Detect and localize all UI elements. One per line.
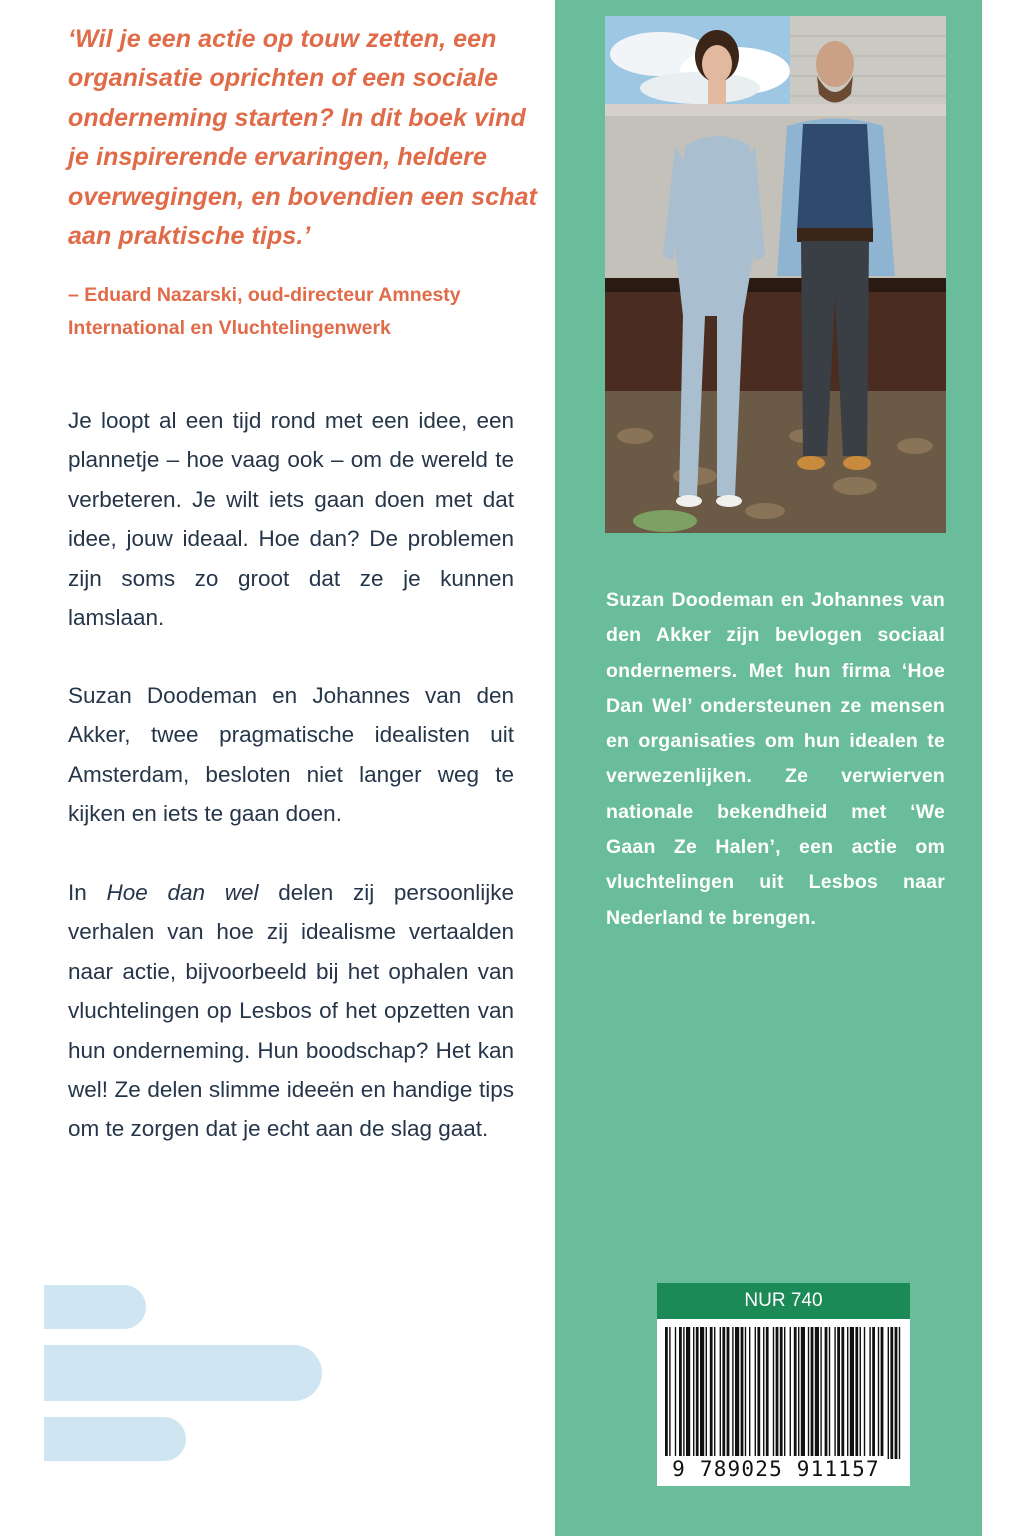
barcode-bar [745, 1327, 746, 1459]
barcode-bar [675, 1327, 676, 1459]
barcode-bar [763, 1327, 764, 1459]
barcode-bar [860, 1327, 861, 1459]
barcode-bar [872, 1327, 875, 1459]
barcode-bar [732, 1327, 733, 1459]
barcode-bar [899, 1327, 900, 1459]
barcode-bar [798, 1327, 799, 1459]
blurb-paragraph-1: Je loopt al een tijd rond met een idee, een plannetje – hoe vaag ook – om de wereld te verbeteren. Je wilt iets gaan doen met dat idee, jouw ideaal. Hoe dan? De problemen zijn soms zo groot dat ze je kunnen lamslaan. [68, 408, 514, 631]
barcode-bar [696, 1327, 699, 1459]
blurb-prefix: In [68, 880, 107, 905]
barcode-bar [811, 1327, 814, 1459]
barcode-bar [878, 1327, 879, 1459]
barcode-bar [841, 1327, 844, 1459]
barcode-bar [766, 1327, 769, 1459]
author-photo [605, 16, 946, 533]
cloud-decoration [44, 1285, 324, 1485]
barcode-bar [749, 1327, 750, 1459]
barcode-bar [720, 1327, 721, 1459]
barcode-bar [722, 1327, 725, 1459]
barcode-bar [773, 1327, 774, 1459]
barcode-bar [825, 1327, 828, 1459]
barcode-bar [794, 1327, 797, 1459]
barcode-bar [881, 1327, 884, 1459]
barcode-bar [815, 1327, 819, 1459]
barcode-bar [679, 1327, 682, 1459]
barcode-bar [890, 1327, 893, 1459]
barcode-bar [686, 1327, 690, 1459]
barcode-bar [706, 1327, 707, 1459]
barcode-bar [710, 1327, 713, 1459]
quote-attribution: – Eduard Nazarski, oud-directeur Amnesty International en Vluchtelingenwerk [68, 284, 461, 339]
nur-label: NUR 740 [657, 1283, 910, 1319]
barcode-bar [855, 1327, 858, 1459]
barcode-bar [780, 1327, 783, 1459]
barcode-bar [847, 1327, 848, 1459]
barcode-bar [834, 1327, 835, 1459]
barcode-bar [837, 1327, 840, 1459]
barcode-bar [864, 1327, 865, 1459]
barcode-bar [755, 1327, 756, 1459]
barcode-bar [888, 1327, 889, 1459]
author-bio: Suzan Doodeman en Johannes van den Akker zijn bevlogen sociaal ondernemers. Met hun firma ‘Hoe Dan Wel’ ondersteunen ze mensen en organisaties om hun idealen te verwezenlijken. Ze verwierven nationale bekendheid met ‘We Gaan Ze Halen’, een actie om vluchtelingen uit Lesbos naar Nederland te brengen. [606, 589, 945, 929]
barcode-bar [735, 1327, 739, 1459]
blurb-paragraph-3 [68, 873, 514, 1149]
barcode-bar [776, 1327, 779, 1459]
blurb-paragraph-2: Suzan Doodeman en Johannes van den Akker, twee pragmatische idealisten uit Amsterdam, besloten niet langer weg te kijken en iets te gaan doen. [68, 683, 514, 827]
barcode-bar [700, 1327, 704, 1459]
barcode-bar [727, 1327, 730, 1459]
barcode-bar [714, 1327, 715, 1459]
barcode-bar [665, 1327, 668, 1459]
barcode-bar [801, 1327, 805, 1459]
barcode-bar [829, 1327, 830, 1459]
book-title-italic: Hoe dan wel [106, 880, 259, 905]
barcode-bar [693, 1327, 694, 1459]
barcode-bar [790, 1327, 791, 1459]
barcode-bar [808, 1327, 809, 1459]
blurb-rest: delen zij persoonlijke verhalen van hoe zij idealisme vertaalden naar actie, bijvoorbeeld bij het ophalen van vluchtelingen op Lesbos of het opzetten van hun onderneming. Hun boodschap? Het kan wel! Ze delen slimme ideeën en handige tips om te zorgen dat je echt aan de slag gaat. [68, 880, 514, 1142]
cover-edge [982, 0, 1024, 1536]
barcode-bar [820, 1327, 821, 1459]
barcode-bar [741, 1327, 744, 1459]
barcode-bar [850, 1327, 854, 1459]
endorsement-quote: ‘Wil je een actie op touw zetten, een organisatie oprichten of een sociale onderneming starten? In dit boek vind je inspirerende ervaringen, heldere overwegingen, en bovendien een schat aan praktische tips.’ [68, 25, 537, 251]
barcode-bar [757, 1327, 760, 1459]
isbn-number: 9 789025 911157 [665, 1456, 887, 1482]
barcode-bar [784, 1327, 785, 1459]
barcode-bar [895, 1327, 898, 1459]
barcode-bar [869, 1327, 870, 1459]
barcode-bar [669, 1327, 670, 1459]
barcode-bar [683, 1327, 684, 1459]
